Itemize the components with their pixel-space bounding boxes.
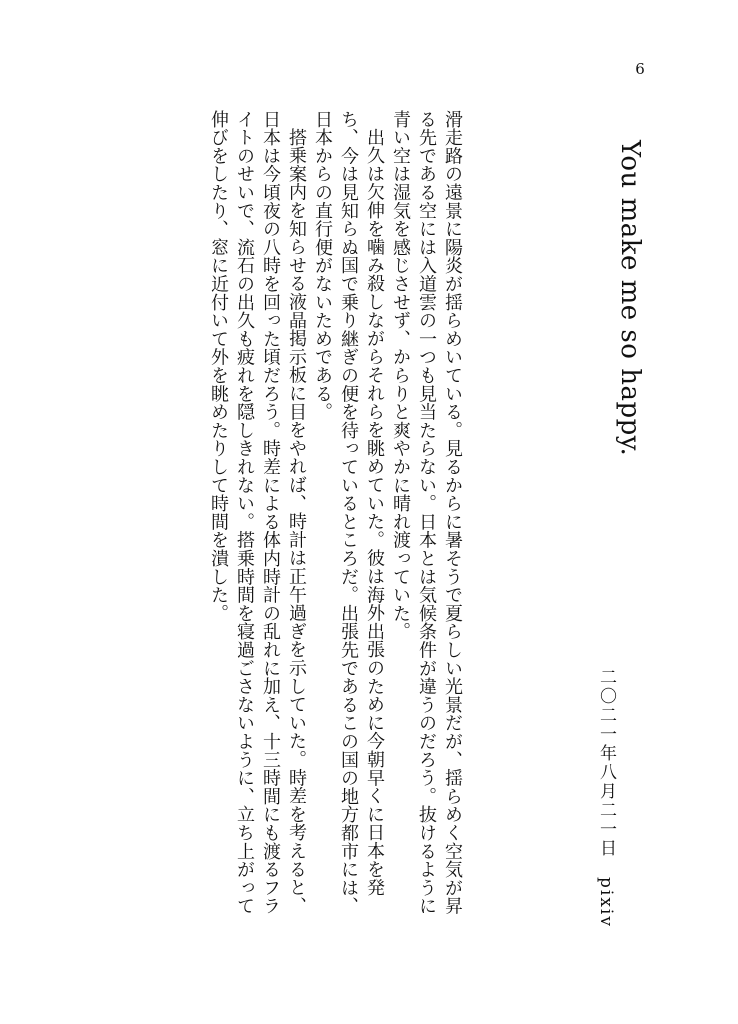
story-body xyxy=(150,110,465,930)
paragraph-1: 滑走路の遠景に陽炎が揺らめいている。見るからに暑そうで夏らしい光景だが、揺らめく空気が昇る先である空には入道雲の一つも見当たらない。日本とは気候条件が違うのだろう。抜けるように青い空は湿気を感じさせず、からりと爽やかに晴れ渡っていた。 xyxy=(390,110,463,916)
page-number: 6 xyxy=(635,60,645,78)
publication-date: 二〇二一年八月二一日 pixiv xyxy=(596,668,616,928)
paragraph-3: 搭乗案内を知らせる液晶掲示板に目をやれば、時計は正午過ぎを示していた。時差を考えると、日本は今頃夜の八時を回った頃だろう。時差による体内時計の乱れに加え、十三時間にも渡るフライトのせいで、流石の出久も疲れを隠しきれない。搭乗時間を寝過ごさないように、立ち上がって伸びをしたり、窓に近付いて外を眺めたりして時間を潰した。 xyxy=(208,110,307,916)
paragraph-2: 出久は欠伸を噛み殺しながらそれらを眺めていた。彼は海外出張のために今朝早くに日本を発ち、今は見知らぬ国で乗り継ぎの便を待っているところだ。出張先であるこの国の地方都市には、日本からの直行便がないためである。 xyxy=(312,110,385,916)
story-title: You make me so happy. xyxy=(615,140,645,457)
